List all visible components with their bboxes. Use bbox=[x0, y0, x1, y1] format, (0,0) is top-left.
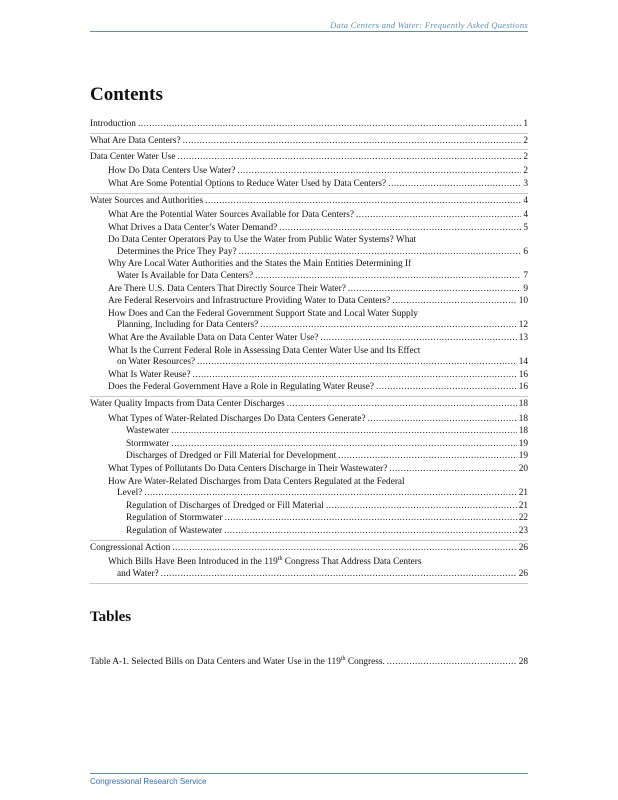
dot-leader bbox=[326, 501, 517, 513]
toc-entry-text: How Does and Can the Federal Government Support State and Local Water Supply bbox=[108, 308, 418, 319]
toc-subsection-entry[interactable] bbox=[90, 333, 528, 346]
toc-page-number: 22 bbox=[518, 513, 528, 524]
toc-page-number: 4 bbox=[523, 210, 528, 221]
dot-leader bbox=[138, 119, 521, 131]
toc-subsection-entry[interactable] bbox=[90, 210, 528, 223]
toc-page-number: 19 bbox=[518, 438, 528, 449]
toc-page-number: 19 bbox=[518, 451, 528, 462]
toc-entry-text: Level? bbox=[117, 488, 143, 499]
toc-page-number: 26 bbox=[518, 568, 528, 579]
dot-leader bbox=[388, 179, 521, 191]
toc-page-number: 2 bbox=[523, 166, 528, 177]
toc-subsection-entry[interactable] bbox=[90, 166, 528, 179]
toc-subsection-entry[interactable] bbox=[90, 345, 528, 369]
toc-entry-text: Data Center Water Use bbox=[90, 152, 176, 163]
toc-subsection-entry[interactable] bbox=[90, 476, 528, 500]
dot-leader bbox=[171, 439, 516, 451]
toc-entry-text: How Are Water-Related Discharges from Data Centers Regulated at the Federal bbox=[108, 476, 405, 487]
dot-leader bbox=[338, 451, 516, 463]
toc-entry-text: Do Data Center Operators Pay to Use the Water from Public Water Systems? What bbox=[108, 235, 417, 246]
dot-leader bbox=[356, 210, 521, 222]
toc-page-number: 18 bbox=[518, 399, 528, 410]
toc-page-number: 18 bbox=[518, 426, 528, 437]
toc-section bbox=[90, 397, 528, 541]
dot-leader bbox=[376, 382, 517, 394]
toc-page-number: 2 bbox=[523, 152, 528, 163]
toc-entry-text: Water Sources and Authorities bbox=[90, 195, 204, 206]
toc-page-number: 18 bbox=[518, 413, 528, 424]
toc-section bbox=[90, 194, 528, 398]
toc-page-number: 21 bbox=[518, 488, 528, 499]
toc-page-number: 9 bbox=[523, 283, 528, 294]
toc-entry-text: What Drives a Data Center’s Water Demand? bbox=[108, 222, 278, 233]
toc-section bbox=[90, 541, 528, 584]
toc-section-entry[interactable] bbox=[90, 134, 528, 150]
toc-subsection-entry[interactable] bbox=[90, 235, 528, 259]
dot-leader bbox=[287, 399, 517, 411]
dot-leader bbox=[144, 488, 516, 500]
list-of-tables bbox=[90, 655, 528, 671]
contents-heading: Contents bbox=[90, 84, 163, 105]
toc-entry-text: Are Federal Reservoirs and Infrastructure Providing Water to Data Centers? bbox=[108, 296, 391, 307]
dot-leader bbox=[320, 333, 516, 345]
toc-page-number: 6 bbox=[523, 246, 528, 257]
table-list-entry[interactable] bbox=[90, 655, 528, 671]
toc-subsections bbox=[90, 557, 528, 583]
footer-rule bbox=[90, 773, 528, 774]
toc-entry-text: Introduction bbox=[90, 119, 136, 129]
toc-page-number: 21 bbox=[518, 500, 528, 511]
toc-entry-text: What Are the Available Data on Data Center Water Use? bbox=[108, 333, 319, 343]
dot-leader bbox=[183, 136, 522, 148]
toc-subsection-entry[interactable] bbox=[90, 222, 528, 235]
toc-page-number: 16 bbox=[518, 369, 528, 380]
toc-entry-text: Table A-1. Selected Bills on Data Centers and Water Use in the 119th Congress. bbox=[90, 655, 385, 667]
dot-leader bbox=[225, 513, 517, 525]
toc-subsection-entry[interactable] bbox=[90, 557, 528, 581]
dot-leader bbox=[392, 296, 516, 308]
dot-leader bbox=[368, 414, 517, 426]
dot-leader bbox=[171, 426, 517, 438]
toc-page-number: 23 bbox=[518, 525, 528, 536]
header-rule bbox=[90, 31, 528, 32]
toc-entry-text: Water Is Available for Data Centers? bbox=[117, 271, 254, 282]
dot-leader bbox=[224, 526, 517, 538]
toc-subsection-entry[interactable] bbox=[90, 525, 528, 538]
toc-subsection-entry[interactable] bbox=[90, 259, 528, 283]
toc-entry-text: Why Are Local Water Authorities and the States the Main Entities Determining If bbox=[108, 259, 412, 270]
toc-subsection-entry[interactable] bbox=[90, 369, 528, 382]
toc-page-number: 13 bbox=[518, 333, 528, 343]
dot-leader bbox=[255, 271, 521, 283]
toc-section bbox=[90, 117, 528, 134]
tables-heading: Tables bbox=[90, 609, 132, 625]
toc-subsection-entry[interactable] bbox=[90, 426, 528, 439]
footer-org: Congressional Research Service bbox=[90, 777, 207, 786]
toc-page-number: 4 bbox=[523, 195, 528, 206]
toc-section-entry[interactable] bbox=[90, 150, 528, 166]
toc-entry-text: What Are the Potential Water Sources Available for Data Centers? bbox=[108, 210, 354, 221]
toc-entry-text: What Types of Pollutants Do Data Centers Discharge in Their Wastewater? bbox=[108, 463, 388, 474]
toc-page-number: 14 bbox=[518, 357, 528, 368]
toc-subsection-entry[interactable] bbox=[90, 413, 528, 426]
dot-leader bbox=[205, 196, 521, 208]
toc-entry-text: What Are Some Potential Options to Reduce Water Used by Data Centers? bbox=[108, 178, 387, 189]
toc-entry-text: Water Quality Impacts from Data Center Discharges bbox=[90, 399, 285, 410]
dot-leader bbox=[389, 464, 516, 476]
toc-entry-text: and Water? bbox=[117, 568, 159, 579]
toc-subsection-entry[interactable] bbox=[90, 513, 528, 526]
toc-entry-text: Regulation of Stormwater bbox=[126, 513, 223, 524]
dot-leader bbox=[279, 223, 521, 235]
toc-subsection-entry[interactable] bbox=[90, 500, 528, 513]
toc-entry-text: Planning, Including for Data Centers? bbox=[117, 320, 259, 331]
toc-entry-text: What Are Data Centers? bbox=[90, 135, 181, 146]
toc-subsections bbox=[90, 166, 528, 193]
dot-leader bbox=[172, 543, 516, 555]
toc-page-number: 7 bbox=[523, 271, 528, 282]
toc-subsection-entry[interactable] bbox=[90, 382, 528, 395]
dot-leader bbox=[197, 357, 517, 369]
toc-entry-text: What Is the Current Federal Role in Assessing Data Center Water Use and Its Effect bbox=[108, 345, 421, 356]
toc-entry-text: Are There U.S. Data Centers That Directly Source Their Water? bbox=[108, 283, 346, 294]
toc-section-entry[interactable] bbox=[90, 117, 528, 133]
toc-page-number: 28 bbox=[518, 657, 528, 667]
toc-page-number: 10 bbox=[518, 296, 528, 307]
dot-leader bbox=[237, 166, 521, 178]
toc-subsection-entry[interactable] bbox=[90, 463, 528, 476]
toc-page-number: 26 bbox=[518, 543, 528, 553]
toc-section-entry[interactable] bbox=[90, 541, 528, 557]
toc-entry-text: Which Bills Have Been Introduced in the 119th Congress That Address Data Centers bbox=[108, 556, 422, 568]
toc-section bbox=[90, 134, 528, 151]
dot-leader bbox=[178, 152, 522, 164]
toc-entry-text: Stormwater bbox=[126, 438, 170, 449]
toc-entry-text: What Is Water Reuse? bbox=[108, 369, 191, 380]
toc-subsections bbox=[90, 210, 528, 397]
toc-subsection-entry[interactable] bbox=[90, 308, 528, 332]
dot-leader bbox=[161, 569, 517, 581]
toc-subsection-entry[interactable] bbox=[90, 283, 528, 296]
toc-page-number: 2 bbox=[523, 135, 528, 146]
toc-entry-text: How Do Data Centers Use Water? bbox=[108, 166, 236, 177]
toc-entry-text: What Types of Water-Related Discharges Do Data Centers Generate? bbox=[108, 413, 366, 424]
toc-page-number: 16 bbox=[518, 382, 528, 393]
toc-subsection-entry[interactable] bbox=[90, 178, 528, 191]
table-of-contents bbox=[90, 117, 528, 584]
toc-page-number: 5 bbox=[523, 222, 528, 233]
toc-subsections bbox=[90, 413, 528, 540]
dot-leader bbox=[260, 320, 516, 332]
toc-subsection-entry[interactable] bbox=[90, 451, 528, 464]
toc-page-number: 3 bbox=[523, 178, 528, 189]
toc-entry-text: Does the Federal Government Have a Role in Regulating Water Reuse? bbox=[108, 382, 375, 393]
toc-entry-text: Wastewater bbox=[126, 426, 170, 437]
toc-entry-text: Regulation of Wastewater bbox=[126, 525, 223, 536]
toc-page-number: 1 bbox=[523, 119, 528, 129]
toc-section-entry[interactable] bbox=[90, 397, 528, 413]
toc-entry-text: Congressional Action bbox=[90, 543, 171, 553]
dot-leader bbox=[192, 370, 516, 382]
toc-page-number: 12 bbox=[518, 320, 528, 331]
toc-entry-text: Determines the Price They Pay? bbox=[117, 246, 237, 257]
dot-leader bbox=[348, 284, 521, 296]
toc-entry-text: on Water Resources? bbox=[117, 357, 196, 368]
toc-page-number: 20 bbox=[518, 463, 528, 474]
dot-leader bbox=[239, 247, 522, 259]
toc-section-entry[interactable] bbox=[90, 194, 528, 210]
toc-entry-text: Regulation of Discharges of Dredged or Fill Material bbox=[126, 500, 324, 511]
toc-subsection-entry[interactable] bbox=[90, 296, 528, 309]
toc-entry-text: Discharges of Dredged or Fill Material for Development bbox=[126, 451, 337, 462]
dot-leader bbox=[387, 657, 517, 669]
toc-subsection-entry[interactable] bbox=[90, 438, 528, 451]
running-header: Data Centers and Water: Frequently Asked Questions bbox=[330, 20, 528, 30]
toc-section bbox=[90, 150, 528, 194]
